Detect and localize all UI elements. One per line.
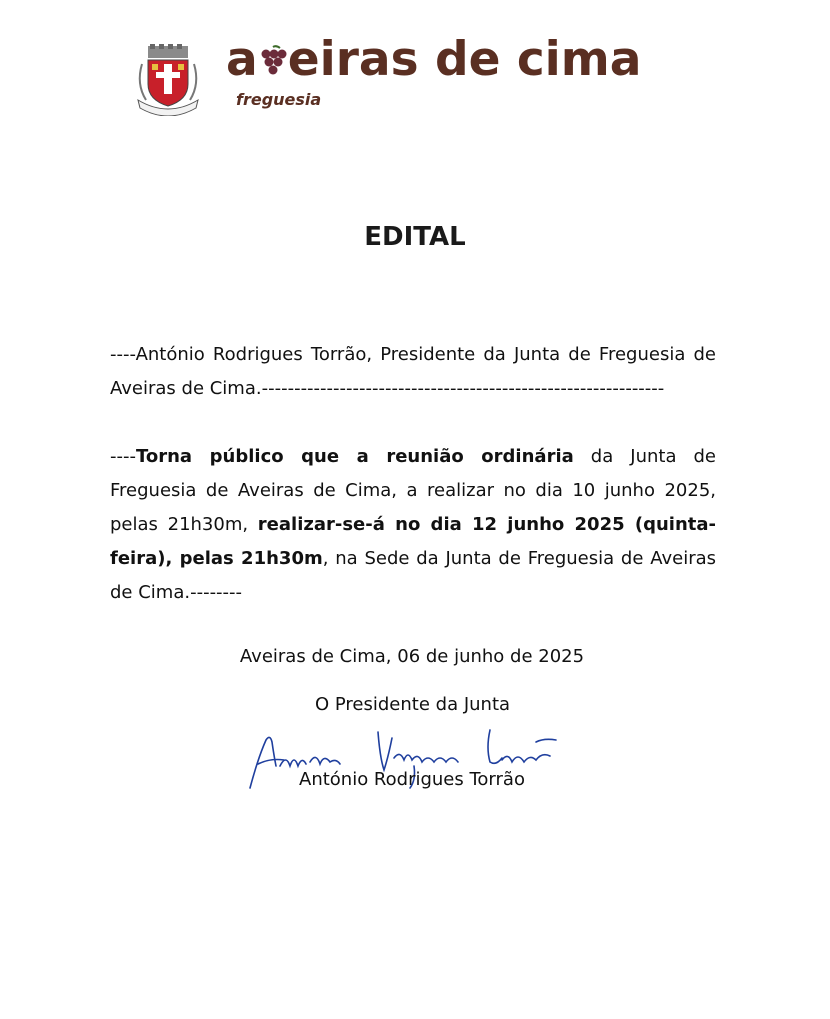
announcement-text-2: , na Sede da Junta de Freguesia de Aveiras de Cima.-------- bbox=[110, 548, 716, 603]
place-and-date: Aveiras de Cima, 06 de junho de 2025 bbox=[239, 646, 585, 667]
announcement-text-1: da Junta de Freguesia de Aveiras de Cima, a realizar no dia 10 junho 2025, pelas 21h30m, bbox=[110, 446, 716, 535]
brand-wordmark bbox=[226, 32, 642, 87]
announcement-bold-1: Torna público que a reunião ordinária bbox=[135, 446, 574, 467]
paragraph-issuer bbox=[110, 338, 716, 406]
brand-subtitle: freguesia bbox=[236, 90, 322, 109]
document-title: EDITAL bbox=[364, 222, 466, 252]
paragraph-lead: ---- bbox=[110, 446, 136, 467]
parish-coat-of-arms bbox=[134, 44, 202, 116]
signatory-role: O Presidente da Junta bbox=[315, 694, 511, 715]
brand-prefix: a bbox=[226, 32, 258, 87]
announcement-bold-2: realizar-se-á no dia 12 junho 2025 (quinta-feira), pelas 21h30m bbox=[110, 514, 716, 569]
brand-suffix: eiras de cima bbox=[287, 32, 642, 87]
paragraph-issuer-text: ----António Rodrigues Torrão, Presidente da Junta de Freguesia de Aveiras de Cima.-------------------------------------------------------------- bbox=[110, 344, 716, 399]
signatory-name: António Rodrigues Torrão bbox=[299, 769, 525, 790]
grape-icon bbox=[258, 45, 288, 79]
paragraph-announcement bbox=[110, 440, 716, 610]
letterhead bbox=[0, 0, 830, 130]
